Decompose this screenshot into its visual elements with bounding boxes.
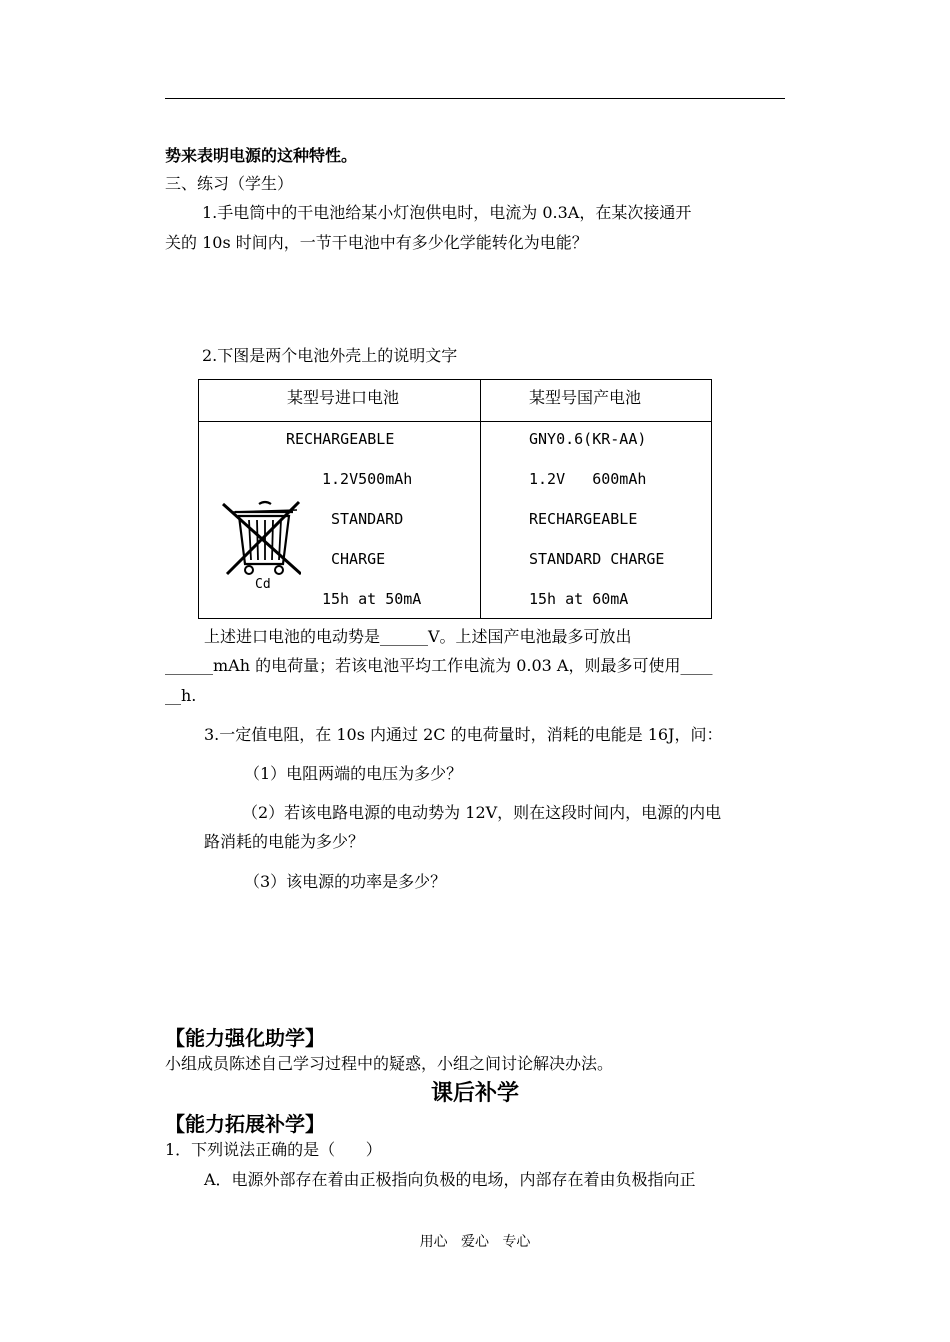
section-heading-exercise: 三、练习（学生）	[165, 174, 294, 193]
after-class-title: 课后补学	[430, 1081, 519, 1106]
question-3-sub-2-line-1: （2）若该电路电源的电动势为 12V，则在这段时间内，电源的内电	[242, 803, 722, 822]
imported-spec-line: STANDARD	[331, 510, 404, 528]
domestic-spec-line: RECHARGEABLE	[529, 510, 638, 528]
question-2-line-1: 上述进口电池的电动势是______V。上述国产电池最多可放出	[204, 627, 632, 646]
battery-label-table	[198, 379, 712, 619]
question-1-line-2: 关的 10s 时间内，一节干电池中有多少化学能转化为电能？	[165, 233, 588, 252]
header-rule	[165, 98, 785, 99]
question-3-sub-3: （3）该电源的功率是多少？	[244, 872, 447, 891]
domestic-spec-line: STANDARD CHARGE	[529, 550, 665, 568]
domestic-spec-line: GNY0.6(KR-AA)	[529, 430, 647, 448]
table-header-domestic: 某型号国产电池	[529, 388, 642, 407]
page-footer: 用心 爱心 专心	[419, 1234, 531, 1250]
exercise-1-option-a: A．电源外部存在着由正极指向负极的电场，内部存在着由负极指向正	[204, 1170, 696, 1189]
imported-spec-line: RECHARGEABLE	[286, 430, 395, 448]
question-2-line-2: ______mAh 的电荷量；若该电池平均工作电流为 0.03 A，则最多可使用____	[165, 656, 713, 675]
imported-spec-line: CHARGE	[331, 550, 386, 568]
imported-spec-line: 15h at 50mA	[322, 590, 422, 608]
question-3-sub-2-line-2: 路消耗的电能为多少？	[204, 832, 365, 851]
domestic-spec-line: 1.2V 600mAh	[529, 470, 647, 488]
question-3-sub-1: （1）电阻两端的电压为多少？	[244, 764, 463, 783]
table-header-imported: 某型号进口电池	[287, 388, 400, 407]
domestic-spec-line: 15h at 60mA	[529, 590, 629, 608]
imported-spec-line: 1.2V500mAh	[322, 470, 413, 488]
extend-heading: 【能力拓展补学】	[165, 1112, 325, 1136]
table-column-divider	[480, 380, 481, 618]
strengthen-heading: 【能力强化助学】	[165, 1026, 325, 1050]
exercise-1: 1．下列说法正确的是（ ）	[165, 1140, 382, 1159]
table-header-divider	[199, 421, 711, 422]
question-3-line-1: 3.一定值电阻，在 10s 内通过 2C 的电荷量时，消耗的电能是 16J，问：	[204, 725, 723, 744]
continued-text: 势来表明电源的这种特性。	[165, 146, 358, 165]
question-1-line-1: 1.手电筒中的干电池给某小灯泡供电时，电流为 0.3A，在某次接通开	[202, 203, 692, 222]
cadmium-label: Cd	[255, 577, 271, 592]
question-2-intro: 2.下图是两个电池外壳上的说明文字	[202, 346, 458, 365]
question-2-line-3: __h.	[165, 686, 197, 705]
crossed-bin-recycling-icon	[221, 498, 301, 592]
strengthen-text: 小组成员陈述自己学习过程中的疑惑，小组之间讨论解决办法。	[165, 1054, 614, 1073]
